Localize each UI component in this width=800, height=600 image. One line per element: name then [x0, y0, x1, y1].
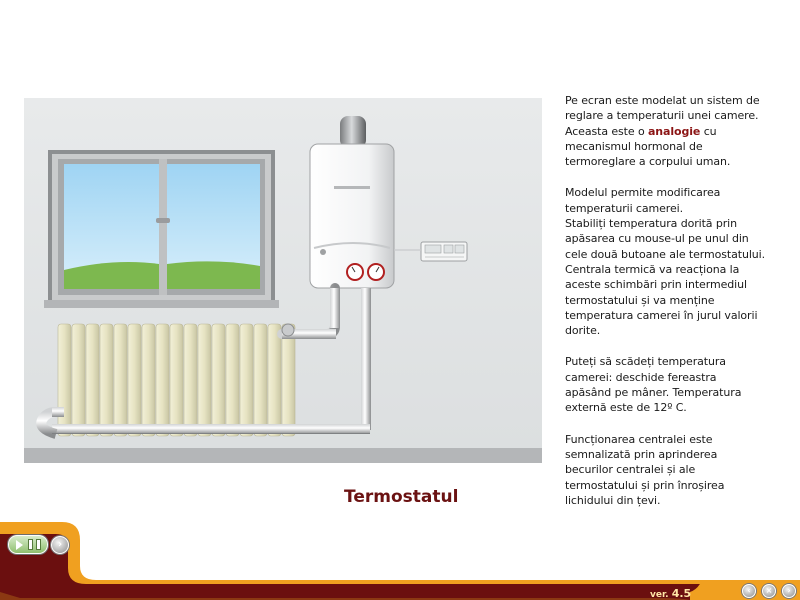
thermostat-scene: [24, 98, 542, 463]
model-text: Modelul permite modificarea temperaturii camerei.: [565, 186, 721, 215]
forward-button[interactable]: [782, 584, 796, 598]
radiator-fin: [198, 324, 211, 436]
intro-text: Pe ecran este modelat un sistem de reglare a temperaturii unei camere. Aceasta este o: [565, 94, 760, 138]
radiator-fin: [240, 324, 253, 436]
analogy-highlight: analogie: [647, 124, 701, 138]
radiator-fin: [58, 324, 71, 436]
play-pause-button[interactable]: [8, 535, 48, 554]
radiator-fin: [184, 324, 197, 436]
version-label: [650, 587, 691, 600]
page-title: Termostatul: [344, 487, 459, 507]
thermostat[interactable]: [421, 242, 467, 261]
radiator-fin: [100, 324, 113, 436]
chevron-left-icon: ‹: [747, 586, 751, 595]
radiator-fin: [156, 324, 169, 436]
model-instructions: Stabiliți temperatura dorită prin apăsarea cu mouse-ul pe unul din cele două butoane ale termostatului.: [565, 217, 765, 261]
radiator-fin: [268, 324, 281, 436]
radiator-fin: [212, 324, 225, 436]
radiator-fin: [282, 324, 295, 436]
window-handle[interactable]: [156, 218, 170, 223]
boiler: [310, 144, 394, 288]
info-paragraph-window: Puteți să scădeți temperatura camerei: deschide fereastra apăsând pe mâner. Temperatura externă este de 12º C.: [565, 355, 742, 415]
intro-text-end: cu mecanismul hormonal de termoreglare a corpului uman.: [565, 124, 731, 169]
pause-icon: [28, 539, 33, 550]
radiator: [58, 324, 295, 436]
window[interactable]: [44, 150, 279, 308]
thermostat-down-button[interactable]: [455, 245, 464, 253]
back-button[interactable]: [742, 584, 756, 598]
info-paragraph-intro: [565, 93, 765, 169]
info-panel: [565, 93, 765, 524]
close-icon: ×: [765, 586, 773, 595]
thermostat-up-button[interactable]: [444, 245, 453, 253]
radiator-fin: [114, 324, 127, 436]
radiator-fin: [226, 324, 239, 436]
info-paragraph-signals: Funcționarea centralei este semnalizată prin aprinderea becurilor centralei și ale termostatului și prin înroșirea lichidului din țevi.: [565, 432, 725, 507]
pause-icon: [36, 539, 41, 550]
info-paragraph-model: [565, 185, 765, 338]
chevron-right-icon: ›: [57, 539, 63, 550]
play-icon: [16, 540, 23, 550]
radiator-fin: [72, 324, 85, 436]
close-button[interactable]: [762, 584, 776, 598]
model-behavior: Centrala termică va reacționa la aceste schimbări prin intermediul termostatului și va menține temperatura camerei în jurul valorii dorite.: [565, 262, 758, 338]
chevron-right-icon: ›: [787, 586, 791, 595]
radiator-fin: [170, 324, 183, 436]
radiator-fin: [128, 324, 141, 436]
version-prefix: ver.: [650, 590, 669, 600]
radiator-fin: [142, 324, 155, 436]
version-number: 4.5: [671, 587, 692, 600]
next-step-button[interactable]: [51, 536, 69, 554]
radiator-fin: [86, 324, 99, 436]
radiator-fin: [254, 324, 267, 436]
